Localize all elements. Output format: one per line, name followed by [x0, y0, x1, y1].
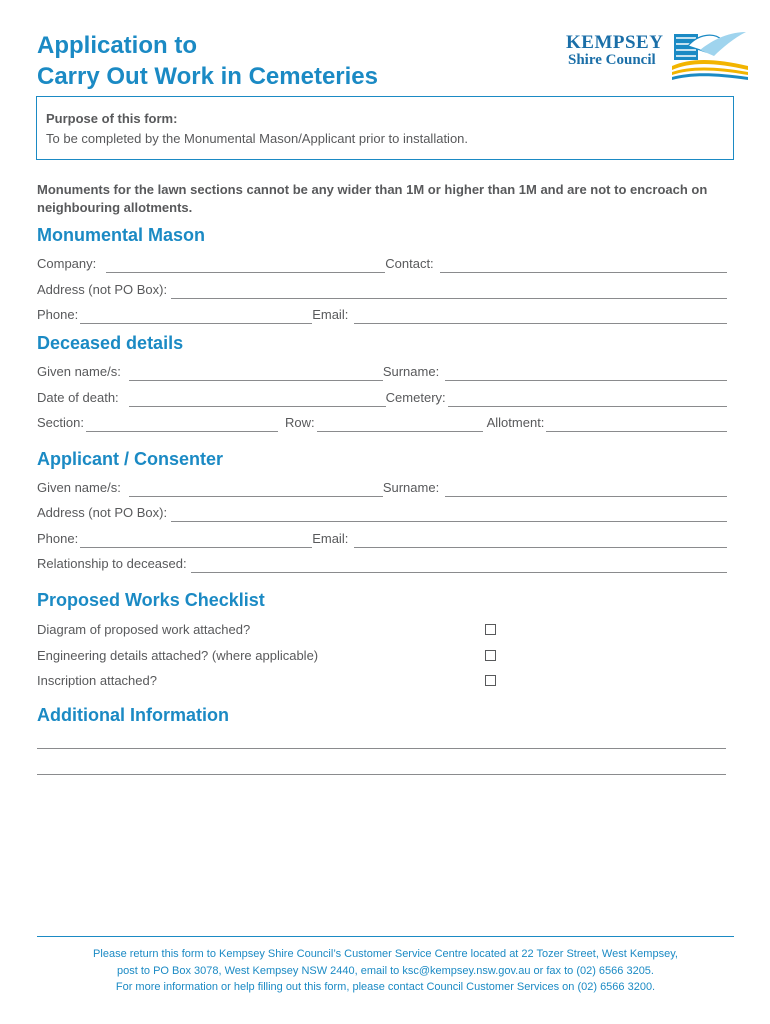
row-company-contact [37, 255, 727, 273]
checklist-item-diagram: Diagram of proposed work attached? [37, 622, 251, 637]
applicant-address-field[interactable] [171, 510, 727, 522]
row-field[interactable] [317, 420, 483, 432]
label-company: Company: [37, 256, 97, 271]
row-deceased-names [37, 363, 727, 381]
title-line-1: Application to [37, 32, 197, 59]
relationship-field[interactable] [191, 561, 727, 573]
footer-divider [37, 936, 734, 937]
purpose-heading: Purpose of this form: [46, 111, 178, 126]
date-of-death-field[interactable] [129, 395, 386, 407]
row-applicant-names [37, 479, 727, 497]
cemetery-field[interactable] [448, 395, 727, 407]
footer-line-1: Please return this form to Kempsey Shire Council’s Customer Service Centre located at 22 Tozer Street, West Kempsey, [93, 948, 678, 960]
mason-phone-field[interactable] [80, 312, 312, 324]
mason-email-field[interactable] [354, 312, 727, 324]
mason-address-field[interactable] [171, 287, 727, 299]
applicant-given-field[interactable] [129, 485, 383, 497]
label-applicant-given: Given name/s: [37, 480, 121, 495]
row-relationship [37, 555, 727, 573]
logo-text-kempsey: KEMPSEY [566, 32, 664, 53]
applicant-surname-field[interactable] [445, 485, 727, 497]
label-deceased-surname: Surname: [382, 364, 440, 379]
checkbox-engineering[interactable] [485, 650, 496, 661]
row-death-cemetery [37, 389, 727, 407]
footer-line-3: For more information or help filling out this form, please contact Council Customer Services on (02) 6566 3200. [115, 981, 656, 993]
row-applicant-phone-email [37, 530, 727, 548]
section-heading-deceased: Deceased details [37, 333, 184, 353]
label-applicant-phone: Phone: [37, 531, 79, 546]
footer-line-2: post to PO Box 3078, West Kempsey NSW 2440, email to ksc@kempsey.nsw.gov.au or fax to (02) 6566 3205. [117, 964, 654, 977]
section-heading-additional: Additional Information [37, 705, 229, 725]
label-row: Row: [284, 415, 315, 430]
label-deceased-given: Given name/s: [37, 364, 121, 379]
applicant-phone-field[interactable] [80, 536, 312, 548]
row-plot [37, 414, 727, 432]
purpose-box [36, 96, 734, 160]
logo-emblem-icon [670, 30, 750, 84]
purpose-text: To be completed by the Monumental Mason/Applicant prior to installation. [46, 131, 469, 146]
additional-info-line-2[interactable] [37, 774, 726, 775]
logo-text-shire-council: Shire Council [568, 52, 656, 68]
label-contact: Contact: [385, 256, 434, 271]
title-line-2: Carry Out Work in Cemeteries [37, 63, 379, 90]
label-applicant-email: Email: [312, 531, 349, 546]
label-allotment: Allotment: [486, 415, 545, 430]
additional-info-line-1[interactable] [37, 748, 726, 749]
checkbox-diagram[interactable] [485, 624, 496, 635]
checklist-item-inscription: Inscription attached? [37, 673, 157, 688]
allotment-field[interactable] [546, 420, 727, 432]
section-field[interactable] [86, 420, 278, 432]
page-title [37, 30, 378, 92]
deceased-given-field[interactable] [129, 369, 383, 381]
label-mason-email: Email: [312, 307, 349, 322]
footer-contact-info [37, 946, 734, 996]
company-field[interactable] [106, 261, 385, 273]
label-date-of-death: Date of death: [37, 390, 119, 405]
section-heading-checklist: Proposed Works Checklist [37, 590, 265, 610]
label-mason-phone: Phone: [37, 307, 79, 322]
label-applicant-address: Address (not PO Box): [37, 505, 168, 520]
label-mason-address: Address (not PO Box): [37, 282, 168, 297]
checkbox-inscription[interactable] [485, 675, 496, 686]
label-cemetery: Cemetery: [385, 390, 446, 405]
contact-field[interactable] [440, 261, 727, 273]
row-mason-phone-email [37, 306, 727, 324]
checklist-item-engineering: Engineering details attached? (where applicable) [37, 648, 319, 663]
council-logo [566, 30, 752, 86]
row-applicant-address [37, 504, 727, 522]
label-section: Section: [37, 415, 84, 430]
applicant-email-field[interactable] [354, 536, 727, 548]
label-relationship: Relationship to deceased: [37, 556, 187, 571]
section-heading-applicant: Applicant / Consenter [37, 449, 224, 469]
label-applicant-surname: Surname: [382, 480, 440, 495]
size-notice: Monuments for the lawn sections cannot be any wider than 1M or higher than 1M and are not to encroach on neighbouring allotments. [37, 182, 708, 215]
row-mason-address [37, 281, 727, 299]
section-heading-mason: Monumental Mason [37, 225, 206, 245]
deceased-surname-field[interactable] [445, 369, 727, 381]
